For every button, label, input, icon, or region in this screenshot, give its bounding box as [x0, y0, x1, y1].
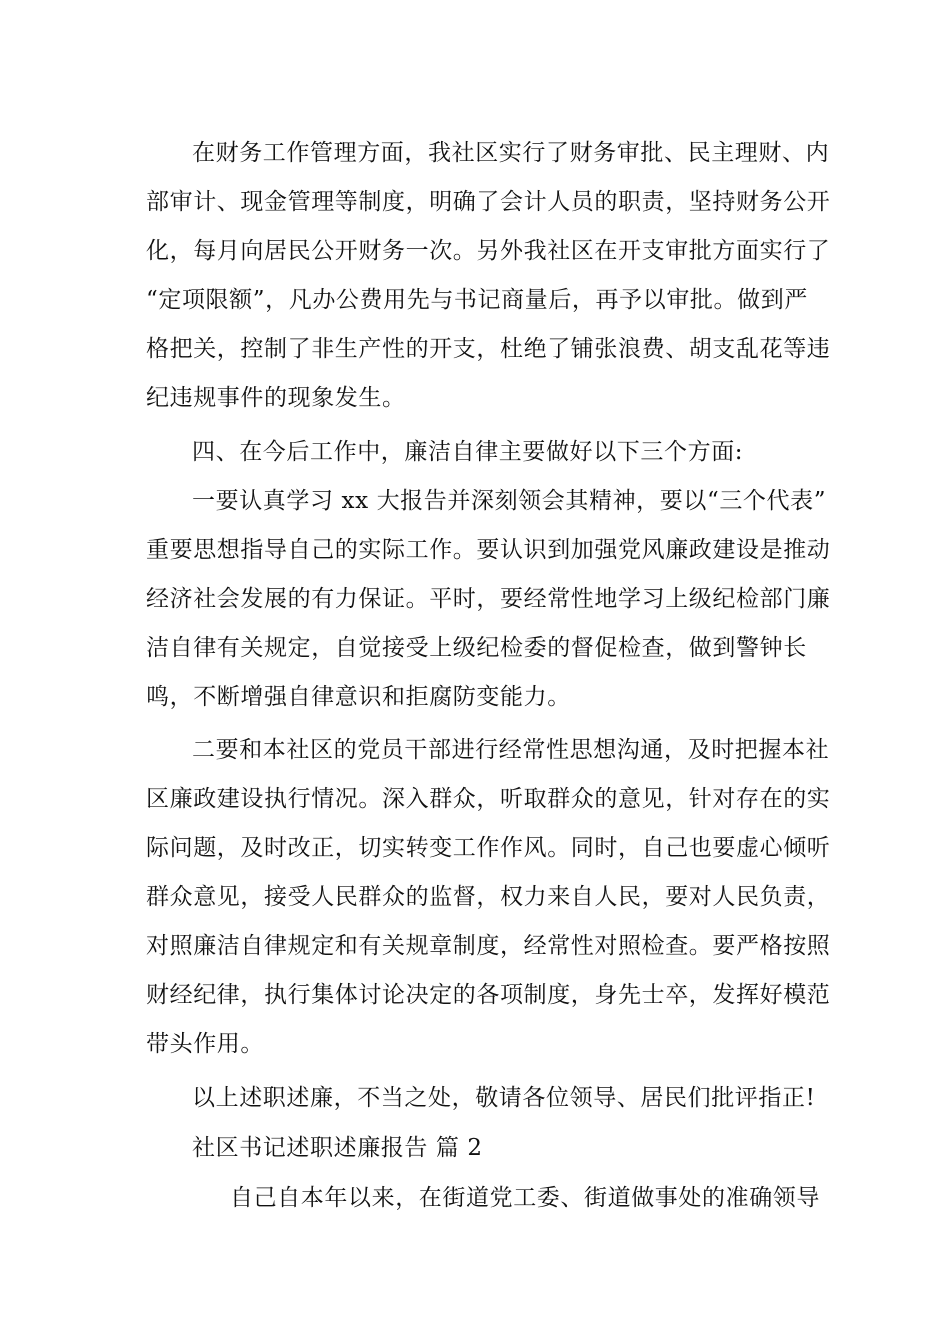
paragraph-line: 财经纪律，执行集体讨论决定的各项制度，身先士卒，发挥好模范: [146, 982, 831, 1008]
paragraph-line: 经济社会发展的有力保证。平时，要经常性地学习上级纪检部门廉: [146, 586, 831, 612]
paragraph-line: 洁自律有关规定，自觉接受上级纪检委的督促检查，做到警钟长: [146, 635, 807, 661]
paragraph-line: 区廉政建设执行情况。深入群众，听取群众的意见，针对存在的实: [146, 786, 831, 812]
paragraph-line: 纪违规事件的现象发生。: [146, 385, 406, 411]
report-title: 社区书记述职述廉报告 篇 2: [192, 1135, 483, 1161]
closing-line: 以上述职述廉，不当之处，敬请各位领导、居民们批评指正!: [192, 1085, 816, 1111]
paragraph-line: 二要和本社区的党员干部进行经常性思想沟通，及时把握本社: [192, 737, 830, 763]
paragraph-line: 化，每月向居民公开财务一次。另外我社区在开支审批方面实行了: [146, 238, 831, 264]
section-heading: 四、在今后工作中，廉洁自律主要做好以下三个方面:: [192, 439, 744, 465]
paragraph-line: 际问题，及时改正，切实转变工作作风。同时，自己也要虚心倾听: [146, 835, 831, 861]
paragraph-line: 群众意见，接受人民群众的监督，权力来自人民，要对人民负责，: [146, 884, 831, 910]
paragraph-line: 对照廉洁自律规定和有关规章制度，经常性对照检查。要严格按照: [146, 933, 831, 959]
paragraph-line: 鸣，不断增强自律意识和拒腐防变能力。: [146, 684, 571, 710]
paragraph-line: “定项限额”，凡办公费用先与书记商量后，再予以审批。做到严: [146, 287, 808, 313]
paragraph-line: 自己自本年以来，在街道党工委、街道做事处的准确领导: [230, 1185, 820, 1211]
paragraph-line: 一要认真学习 xx 大报告并深刻领会其精神，要以“三个代表”: [192, 488, 827, 514]
paragraph-line: 在财务工作管理方面，我社区实行了财务审批、民主理财、内: [192, 140, 830, 166]
paragraph-line: 重要思想指导自己的实际工作。要认识到加强党风廉政建设是推动: [146, 537, 831, 563]
paragraph-line: 格把关，控制了非生产性的开支，杜绝了铺张浪费、胡支乱花等违: [146, 336, 831, 362]
paragraph-line: 部审计、现金管理等制度，明确了会计人员的职责，坚持财务公开: [146, 189, 831, 215]
paragraph-line: 带头作用。: [146, 1031, 264, 1057]
